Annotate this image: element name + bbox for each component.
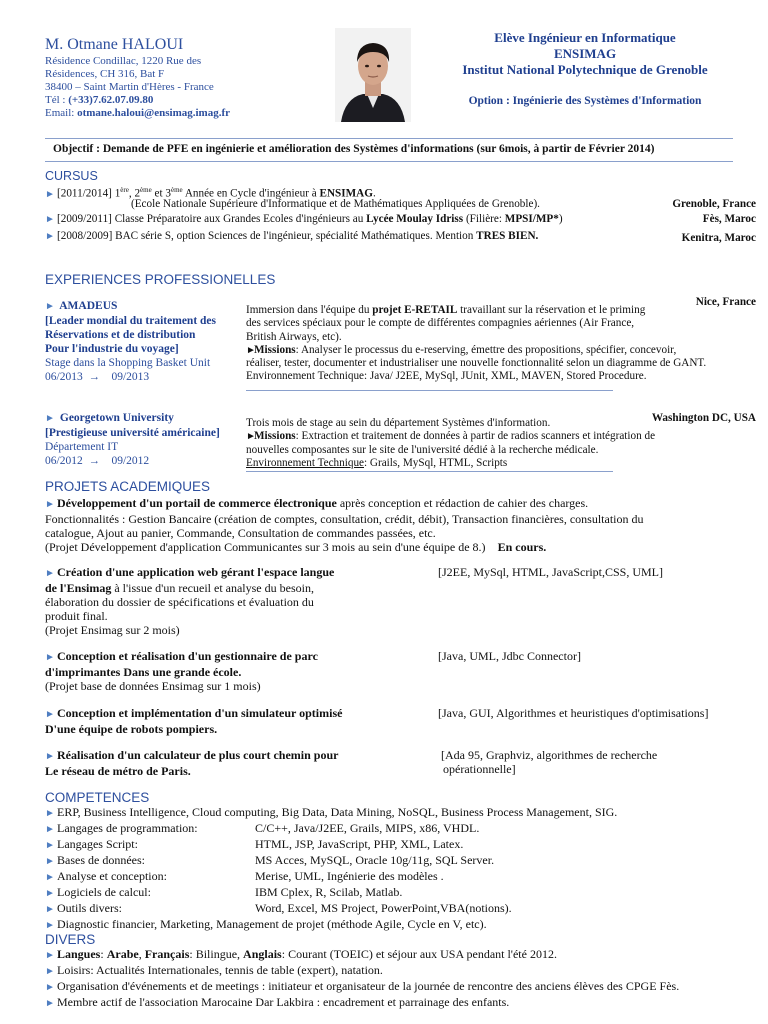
georgetown-description: Trois mois de stage au sein du département Systèmes d'information. ►Missions: Extraction et traitement de données à partir de radios scanners et intégration de nouvelles composantes sur le site de l'université dédié à la recherche médicale. Environnement Technique: Grails, MySql, HTML, Scripts	[246, 417, 656, 469]
place-amadeus: Nice, France	[695, 296, 756, 308]
role: Stage dans la Shopping Basket Unit	[45, 357, 211, 369]
objective: Objectif : Demande de PFE en ingénierie et amélioration des Systèmes d'informations (sur 6mois, à partir de Février 2014)	[53, 143, 655, 155]
dates: 06/2013 → 09/2013	[45, 371, 150, 383]
cursus-place: Fès, Maroc	[702, 213, 756, 225]
place-georgetown: Washington DC, USA	[651, 412, 756, 424]
candidate-name: M. Otmane HALOUI	[45, 36, 184, 53]
georgetown-left: ► Georgetown University [Prestigieuse université américaine] Département IT 06/2012 → 09/2012	[45, 412, 220, 467]
section-title-competences: COMPETENCES	[45, 790, 150, 805]
profile-photo	[335, 28, 411, 122]
bullet-icon: ►	[45, 499, 55, 510]
bullet-icon: ►	[246, 431, 256, 443]
role: Département IT	[45, 441, 119, 453]
company-georgetown: Georgetown University	[59, 412, 174, 424]
bullet-icon: ►	[45, 840, 55, 851]
bullet-icon: ►	[45, 856, 55, 867]
title-degree: Elève Ingénieur en Informatique	[494, 30, 676, 45]
bullet-icon: ►	[45, 652, 55, 663]
tech-stack: [Ada 95, Graphviz, algorithmes de recherche opérationnelle]	[441, 748, 658, 776]
tech-stack: [Java, GUI, Algorithmes et heuristiques d'optimisations]	[438, 706, 709, 720]
tech-stack: [Java, UML, Jdbc Connector]	[438, 649, 581, 663]
project-metro: ► Réalisation d'un calculateur de plus court chemin pour Le réseau de métro de Paris.	[45, 748, 339, 778]
title-school: ENSIMAG	[553, 46, 617, 61]
bullet-icon: ►	[45, 872, 55, 883]
section-title-cursus: CURSUS	[45, 169, 98, 183]
project-espace-langue: ► Création d'une application web gérant l'espace langue de l'Ensimag à l'issue d'un recueil et analyse du besoin, élaboration du dossier de spécifications et évaluation du produit final. (Projet Ensimag sur 2 mois)	[45, 565, 335, 637]
address-line: Résidences, CH 316, Bat F	[45, 68, 165, 80]
competences-list: ► ERP, Business Intelligence, Cloud computing, Big Data, Data Mining, NoSQL, Business Process Management, SIG. ► Langages de programmation: C/C++, Java/J2EE, Grails, MIPS, x86, VHDL. ► Langages Script: HTML, JSP, JavaScript, PHP, XML, Latex. ► Bases de données: MS Acces, MySQL, Oracle 10g/11g, SQL Server. ► Analyse et conception: Merise, UML, Ingénierie des modèles . ► Logiciels de calcul: IBM Cplex, R, Scilab, Matlab. ► Outils divers: Word, Excel, MS Project, PowerPoint,VBA(notions). ► Diagnostic financier, Marketing, Management de projet (méthode Agile, Cycle en V, etc).	[45, 805, 618, 931]
divider	[45, 161, 733, 162]
title-option: Option : Ingénierie des Systèmes d'Information	[468, 95, 702, 107]
address-line: Résidence Condillac, 1220 Rue des	[45, 55, 202, 67]
bullet-icon: ►	[45, 888, 55, 899]
project-imprimantes: ► Conception et réalisation d'un gestionnaire de parc d'imprimantes Dans une grande école. (Projet base de données Ensimag sur 1 mois)	[45, 649, 318, 693]
bullet-icon: ►	[45, 751, 55, 762]
address	[45, 55, 230, 120]
divider	[45, 138, 733, 139]
bullet-icon: ►	[45, 214, 55, 225]
title-institute: Institut National Polytechnique de Grenoble	[462, 62, 708, 77]
bullet-icon: ►	[45, 808, 55, 819]
address-line: 38400 – Saint Martin d'Hères - France	[45, 81, 214, 93]
bullet-icon: ►	[45, 966, 55, 977]
amadeus-description: Immersion dans l'équipe du projet E-RETAIL travaillant sur la réservation et le priming des services spéciaux pour le compte de différentes compagnies aériennes (Air France, British Airways, etc). ►Missions: Analyser le processus du e-reserving, émettre des propositions, spécifier, concevoir, réaliser, tester, documenter et industrialiser une nouvelle fonctionnalité selon un diagramme de GANT. Environnement Technique: Java/ J2EE, MySql, JUnit, XML, MAVEN, Stored Procedure.	[246, 304, 707, 383]
bullet-icon: ►	[45, 568, 55, 579]
header-titles	[420, 30, 750, 78]
email[interactable]: Email: otmane.haloui@ensimag.imag.fr	[45, 107, 230, 119]
dates: 06/2012 → 09/2012	[45, 455, 150, 467]
bullet-icon: ►	[45, 824, 55, 835]
bullet-icon: ►	[45, 904, 55, 915]
divider	[246, 390, 613, 391]
bullet-icon: ►	[45, 188, 55, 200]
bullet-icon: ►	[45, 982, 55, 993]
divider	[246, 471, 613, 472]
tech-stack: [J2EE, MySql, HTML, JavaScript,CSS, UML]	[438, 565, 663, 579]
bullet-icon: ►	[45, 231, 55, 242]
bullet-icon: ►	[246, 344, 256, 356]
section-title-projets: PROJETS ACADEMIQUES	[45, 479, 211, 494]
phone: Tél : (+33)7.62.07.09.80	[45, 94, 154, 106]
cursus-place: Grenoble, France	[672, 198, 756, 210]
cursus-place: Kenitra, Maroc	[681, 232, 756, 244]
bullet-icon: ►	[45, 301, 55, 312]
project-simulateur: ► Conception et implémentation d'un simulateur optimisé D'une équipe de robots pompiers.	[45, 706, 343, 736]
arrow-icon: →	[88, 455, 100, 467]
portrait-icon	[335, 28, 411, 122]
cursus-item: ► [2009/2011] Classe Préparatoire aux Grandes Ecoles d'ingénieurs au Lycée Moulay Idriss (Filière: MPSI/MP*)	[45, 213, 563, 225]
bullet-icon: ►	[45, 998, 55, 1009]
arrow-icon: →	[88, 371, 100, 383]
company-amadeus: AMADEUS	[59, 300, 118, 312]
cursus-item-detail: (Ecole Nationale Supérieure d'Informatique et de Mathématiques Appliquées de Grenoble).	[131, 198, 540, 210]
cursus-item: ► [2011/2014] 1ère, 2ème et 3ème Année en Cycle d'ingénieur à ENSIMAG.	[45, 186, 376, 200]
bullet-icon: ►	[45, 950, 55, 961]
bullet-icon: ►	[45, 709, 55, 720]
section-title-divers: DIVERS	[45, 932, 96, 947]
divers-list: ► Langues: Arabe, Français: Bilingue, Anglais: Courant (TOEIC) et séjour aux USA pendant l'été 2012. ► Loisirs: Actualités Internationales, tennis de table (expert), natation. ► Organisation d'événements et de meetings : initiateur et organisateur de la journée de rencontre des anciens élèves des CPGE Fès. ► Membre actif de l'association Marocaine Dar Lakbira : encadrement et parrainage des enfants.	[45, 947, 680, 1009]
bullet-icon: ►	[45, 413, 55, 424]
cursus-item: ► [2008/2009] BAC série S, option Sciences de l'ingénieur, spécialité Mathématiques. Mention TRES BIEN.	[45, 230, 539, 242]
project-ecommerce: ► Développement d'un portail de commerce électronique après conception et rédaction de cahier des charges. Fonctionnalités : Gestion Bancaire (création de comptes, consultation, crédit, débit), Transaction financières, consultation du catalogue, Ajout au panier, Commande, Consultation de commandes passées, etc. (Projet Développement d'application Communicantes sur 3 mois au sein d'une équipe de 8.) En cours.	[45, 496, 644, 554]
amadeus-left: ► AMADEUS [Leader mondial du traitement des Réservations et de distribution Pour l'industrie du voyage] Stage dans la Shopping Basket Unit 06/2013 → 09/2013	[45, 300, 217, 383]
bullet-icon: ►	[45, 920, 55, 931]
section-title-experiences: EXPERIENCES PROFESSIONELLES	[45, 272, 276, 287]
